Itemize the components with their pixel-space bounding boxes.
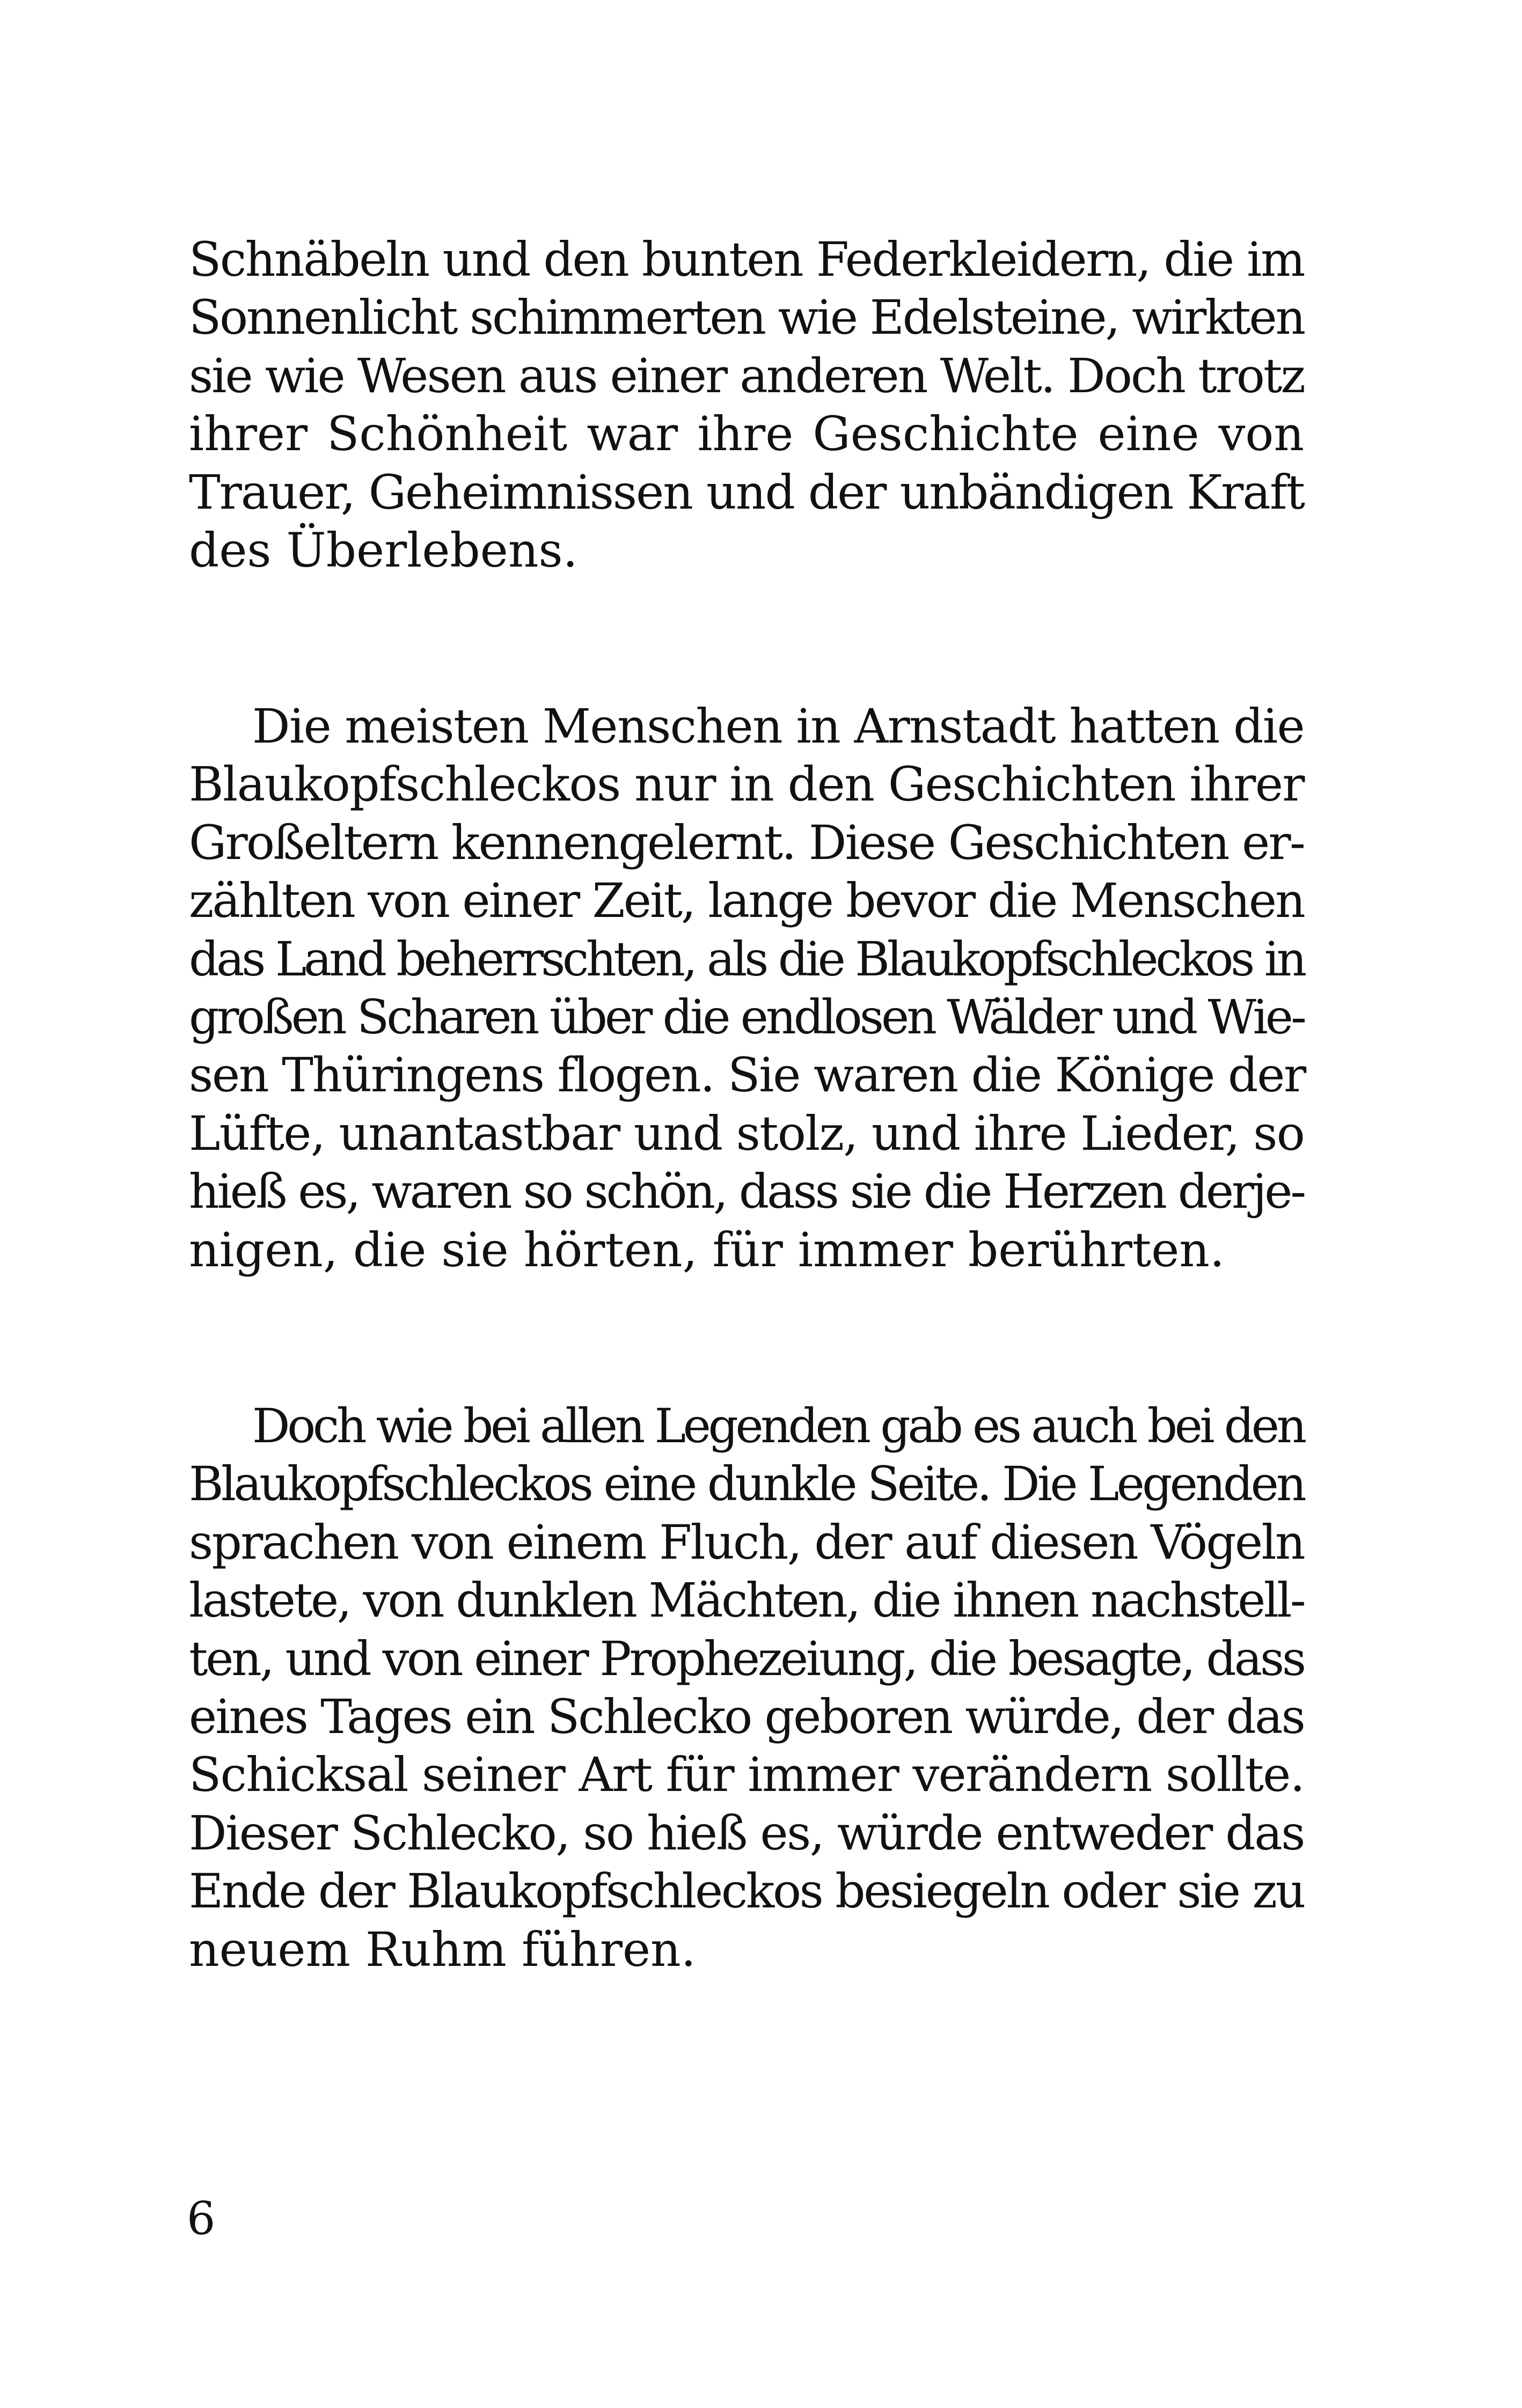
text-line: ihrer Schönheit war ihre Geschichte eine von: [189, 406, 1304, 462]
paragraph-2: [189, 698, 1304, 1279]
paragraph-1: [189, 231, 1304, 579]
text-line: sprachen von einem Fluch, der auf diesen Vögeln: [189, 1514, 1304, 1570]
text-line: Großeltern kennengelernt. Diese Geschichten er-: [189, 814, 1304, 870]
text-line: Schicksal seiner Art für immer verändern sollte.: [189, 1747, 1304, 1803]
text-line: Ende der Blaukopfschleckos besiegeln oder sie zu: [189, 1863, 1304, 1919]
text-line: des Überlebens.: [189, 523, 578, 578]
text-line: sen Thüringens flogen. Sie waren die Könige der: [189, 1047, 1306, 1103]
text-line: Lüfte, unantastbar und stolz, und ihre Lieder, so: [189, 1105, 1304, 1161]
text-line: Dieser Schlecko, so hieß es, würde entweder das: [189, 1805, 1304, 1861]
text-line: sie wie Wesen aus einer anderen Welt. Doch trotz: [189, 348, 1305, 403]
text-line: Schnäbeln und den bunten Federkleidern, die im: [189, 232, 1304, 287]
text-line: nigen, die sie hörten, für immer berührten.: [189, 1222, 1225, 1278]
text-line: hieß es, waren so schön, dass sie die Herzen derje-: [189, 1164, 1304, 1220]
text-line: Blaukopfschleckos nur in den Geschichten ihrer: [189, 757, 1304, 812]
text-line: neuem Ruhm führen.: [189, 1921, 696, 1977]
text-line: das Land beherrschten, als die Blaukopfschleckos in: [189, 931, 1305, 987]
text-line: ten, und von einer Prophezeiung, die besagte, dass: [189, 1631, 1304, 1686]
paragraph-3: [189, 1397, 1304, 1979]
text-line: lastete, von dunklen Mächten, die ihnen nachstell-: [189, 1573, 1305, 1628]
text-line: zählten von einer Zeit, lange bevor die Menschen: [189, 873, 1304, 929]
page-number: 6: [187, 2192, 216, 2245]
text-line: Blaukopfschleckos eine dunkle Seite. Die Legenden: [189, 1456, 1304, 1512]
text-line: Doch wie bei allen Legenden gab es auch bei den: [252, 1398, 1305, 1453]
text-line: Die meisten Menschen in Arnstadt hatten die: [252, 699, 1304, 754]
text-line: Sonnenlicht schimmerten wie Edelsteine, wirkten: [189, 290, 1304, 346]
text-line: großen Scharen über die endlosen Wälder und Wie-: [189, 989, 1305, 1045]
text-line: eines Tages ein Schlecko geboren würde, der das: [189, 1689, 1304, 1745]
text-line: Trauer, Geheimnissen und der unbändigen Kraft: [189, 464, 1304, 520]
